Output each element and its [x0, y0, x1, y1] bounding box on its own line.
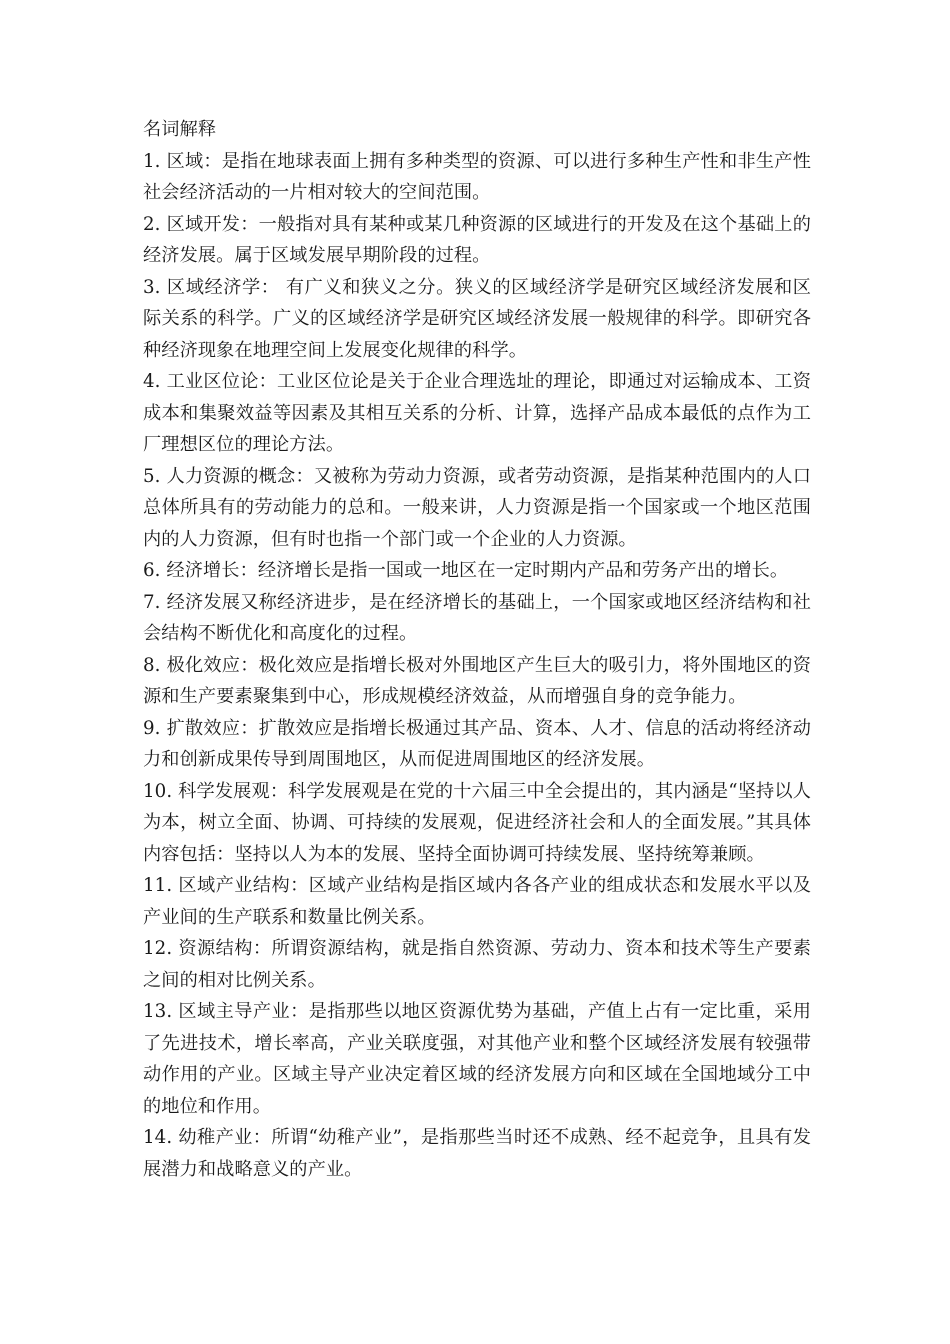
- term-entry-2: 2. 区域开发：一般指对具有某种或某几种资源的区域进行的开发及在这个基础上的经济发展。属于区域发展早期阶段的过程。: [143, 213, 811, 266]
- term-entry-6: 6. 经济增长：经济增长是指一国或一地区在一定时期内产品和劳务产出的增长。: [143, 560, 789, 581]
- document-heading: 名词解释: [143, 119, 217, 140]
- term-entry-12: 12. 资源结构：所谓资源结构，就是指自然资源、劳动力、资本和技术等生产要素之间的相对比例关系。: [143, 938, 811, 991]
- term-entry-7: 7. 经济发展又称经济进步，是在经济增长的基础上，一个国家或地区经济结构和社会结构不断优化和高度化的过程。: [143, 591, 811, 644]
- term-entry-4: 4. 工业区位论：工业区位论是关于企业合理选址的理论，即通过对运输成本、工资成本和集聚效益等因素及其相互关系的分析、计算，选择产品成本最低的点作为工厂理想区位的理论方法。: [143, 371, 811, 455]
- term-entry-14: 14. 幼稚产业：所谓“幼稚产业”，是指那些当时还不成熟、经不起竞争，且具有发展潜力和战略意义的产业。: [143, 1127, 811, 1180]
- document-page: [143, 114, 811, 1185]
- term-entry-13: 13. 区域主导产业：是指那些以地区资源优势为基础，产值上占有一定比重，采用了先进技术，增长率高，产业关联度强，对其他产业和整个区域经济发展有较强带动作用的产业。区域主导产业决定着区域的经济发展方向和区域在全国地域分工中的地位和作用。: [143, 1001, 811, 1117]
- term-entry-11: 11. 区域产业结构：区域产业结构是指区域内各各产业的组成状态和发展水平以及产业间的生产联系和数量比例关系。: [143, 875, 811, 928]
- term-entry-5: 5. 人力资源的概念：又被称为劳动力资源，或者劳动资源，是指某种范围内的人口总体所具有的劳动能力的总和。一般来讲，人力资源是指一个国家或一个地区范围内的人力资源，但有时也指一个部门或一个企业的人力资源。: [143, 465, 811, 550]
- term-entry-9: 9. 扩散效应：扩散效应是指增长极通过其产品、资本、人才、信息的活动将经济动力和创新成果传导到周围地区，从而促进周围地区的经济发展。: [143, 717, 811, 770]
- term-entry-1: 1. 区域：是指在地球表面上拥有多种类型的资源、可以进行多种生产性和非生产性社会经济活动的一片相对较大的空间范围。: [143, 150, 811, 203]
- term-entry-10: 10. 科学发展观：科学发展观是在党的十六届三中全会提出的，其内涵是“坚持以人为本，树立全面、协调、可持续的发展观，促进经济社会和人的全面发展。”其具体内容包括：坚持以人为本的发展、坚持全面协调可持续发展、坚持统筹兼顾。: [143, 780, 811, 865]
- term-entry-3: 3. 区域经济学： 有广义和狭义之分。狭义的区域经济学是研究区域经济发展和区际关系的科学。广义的区域经济学是研究区域经济发展一般规律的科学。即研究各种经济现象在地理空间上发展变化规律的科学。: [143, 276, 811, 361]
- term-entry-8: 8. 极化效应：极化效应是指增长极对外围地区产生巨大的吸引力，将外围地区的资源和生产要素聚集到中心，形成规模经济效益，从而增强自身的竞争能力。: [143, 654, 811, 707]
